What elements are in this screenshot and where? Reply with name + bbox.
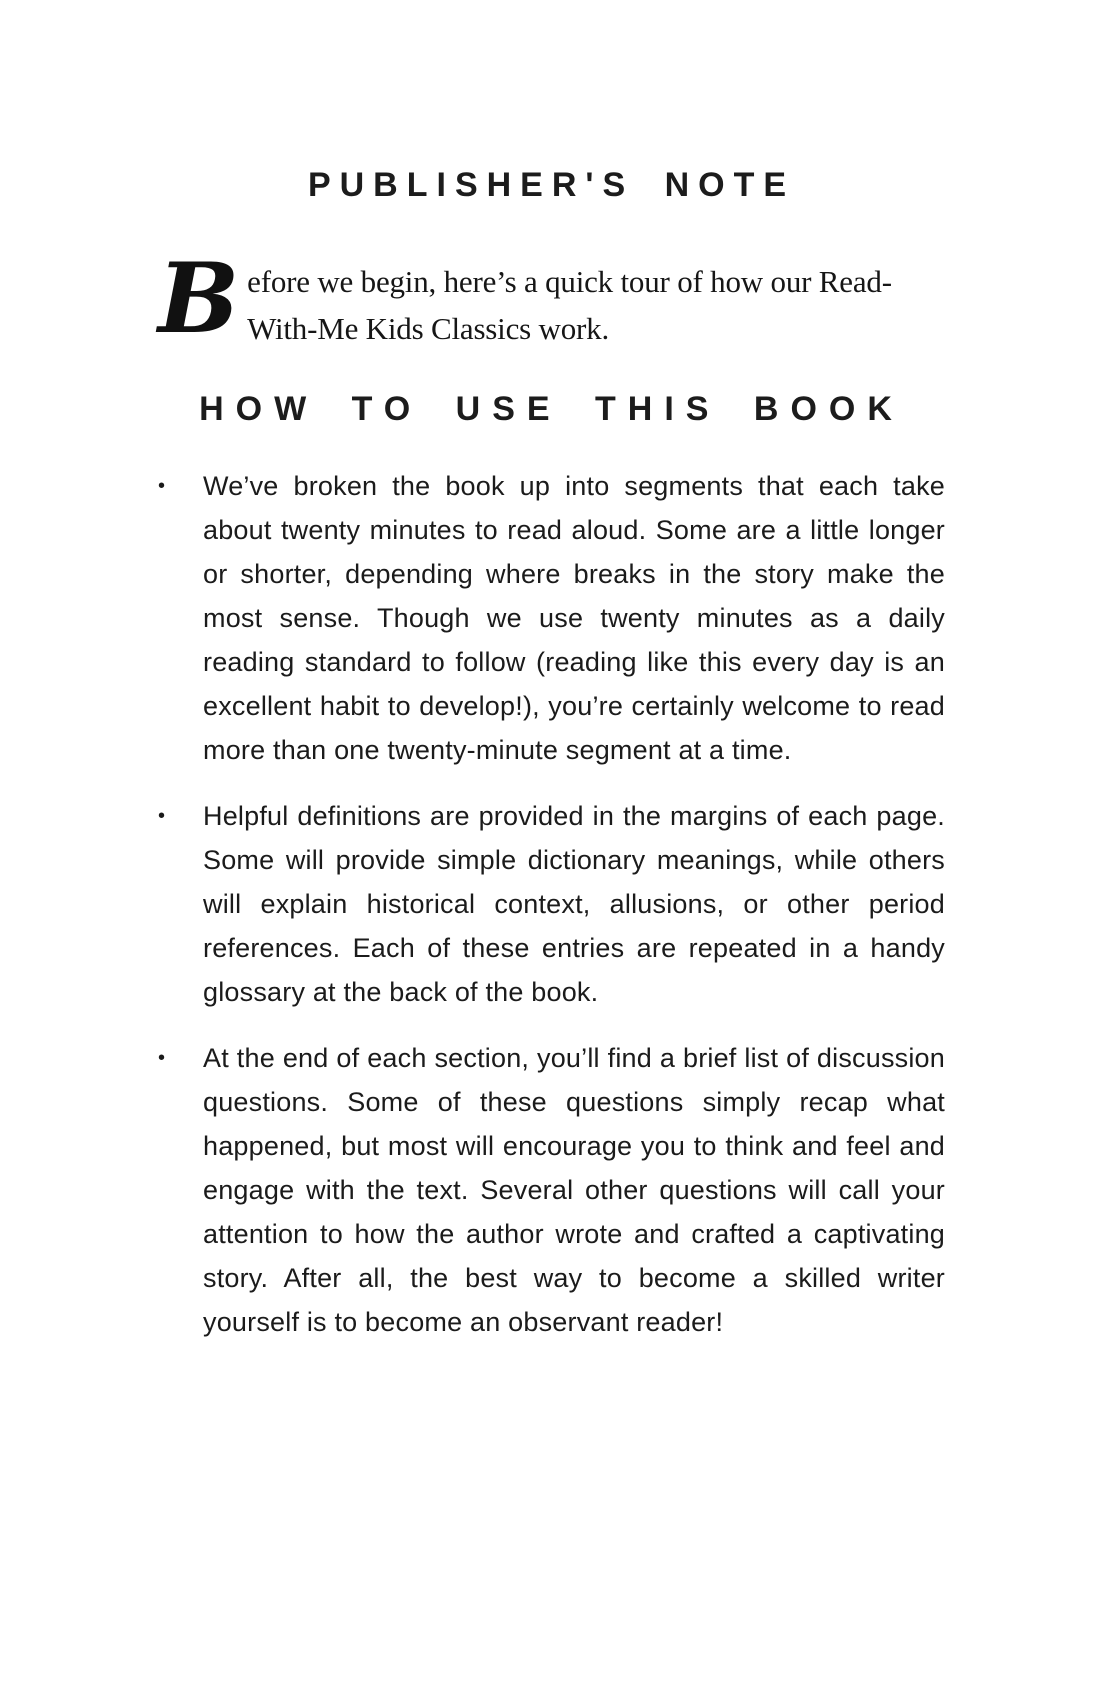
page-title: PUBLISHER'S NOTE (307, 166, 796, 204)
bullet-icon: • (158, 475, 166, 497)
intro-line-2: With-Me Kids Classics work. (247, 311, 610, 346)
drop-cap: B (158, 242, 240, 355)
section-heading: HOW TO USE THIS BOOK (199, 390, 904, 428)
list-item (158, 464, 945, 772)
intro-line-1: efore we begin, here’s a quick tour of how our Read- (247, 264, 892, 299)
intro-paragraph (158, 242, 945, 355)
bullet-icon: • (158, 1047, 166, 1069)
text-column (158, 0, 945, 1344)
list-item (158, 794, 945, 1014)
bullet-text: At the end of each section, you’ll find a brief list of discussion questions. Some of these questions simply recap what happened, but most will encourage you to think and feel and engage with the text. Several other questions will call your attention to how the author wrote and crafted a captivating story. After all, the best way to become a skilled writer yourself is to become an observant reader! (203, 1043, 945, 1337)
bullet-list (158, 464, 945, 1344)
bullet-text: We’ve broken the book up into segments that each take about twenty minutes to read aloud. Some are a little longer or shorter, depending where breaks in the story make the most sense. Though we use twenty minutes as a daily reading standard to follow (reading like this every day is an excellent habit to develop!), you’re certainly welcome to read more than one twenty-minute segment at a time. (203, 471, 945, 765)
bullet-text: Helpful definitions are provided in the margins of each page. Some will provide simple dictionary meanings, while others will explain historical context, allusions, or other period references. Each of these entries are repeated in a handy glossary at the back of the book. (203, 801, 945, 1007)
list-item (158, 1036, 945, 1344)
bullet-icon: • (158, 805, 166, 827)
